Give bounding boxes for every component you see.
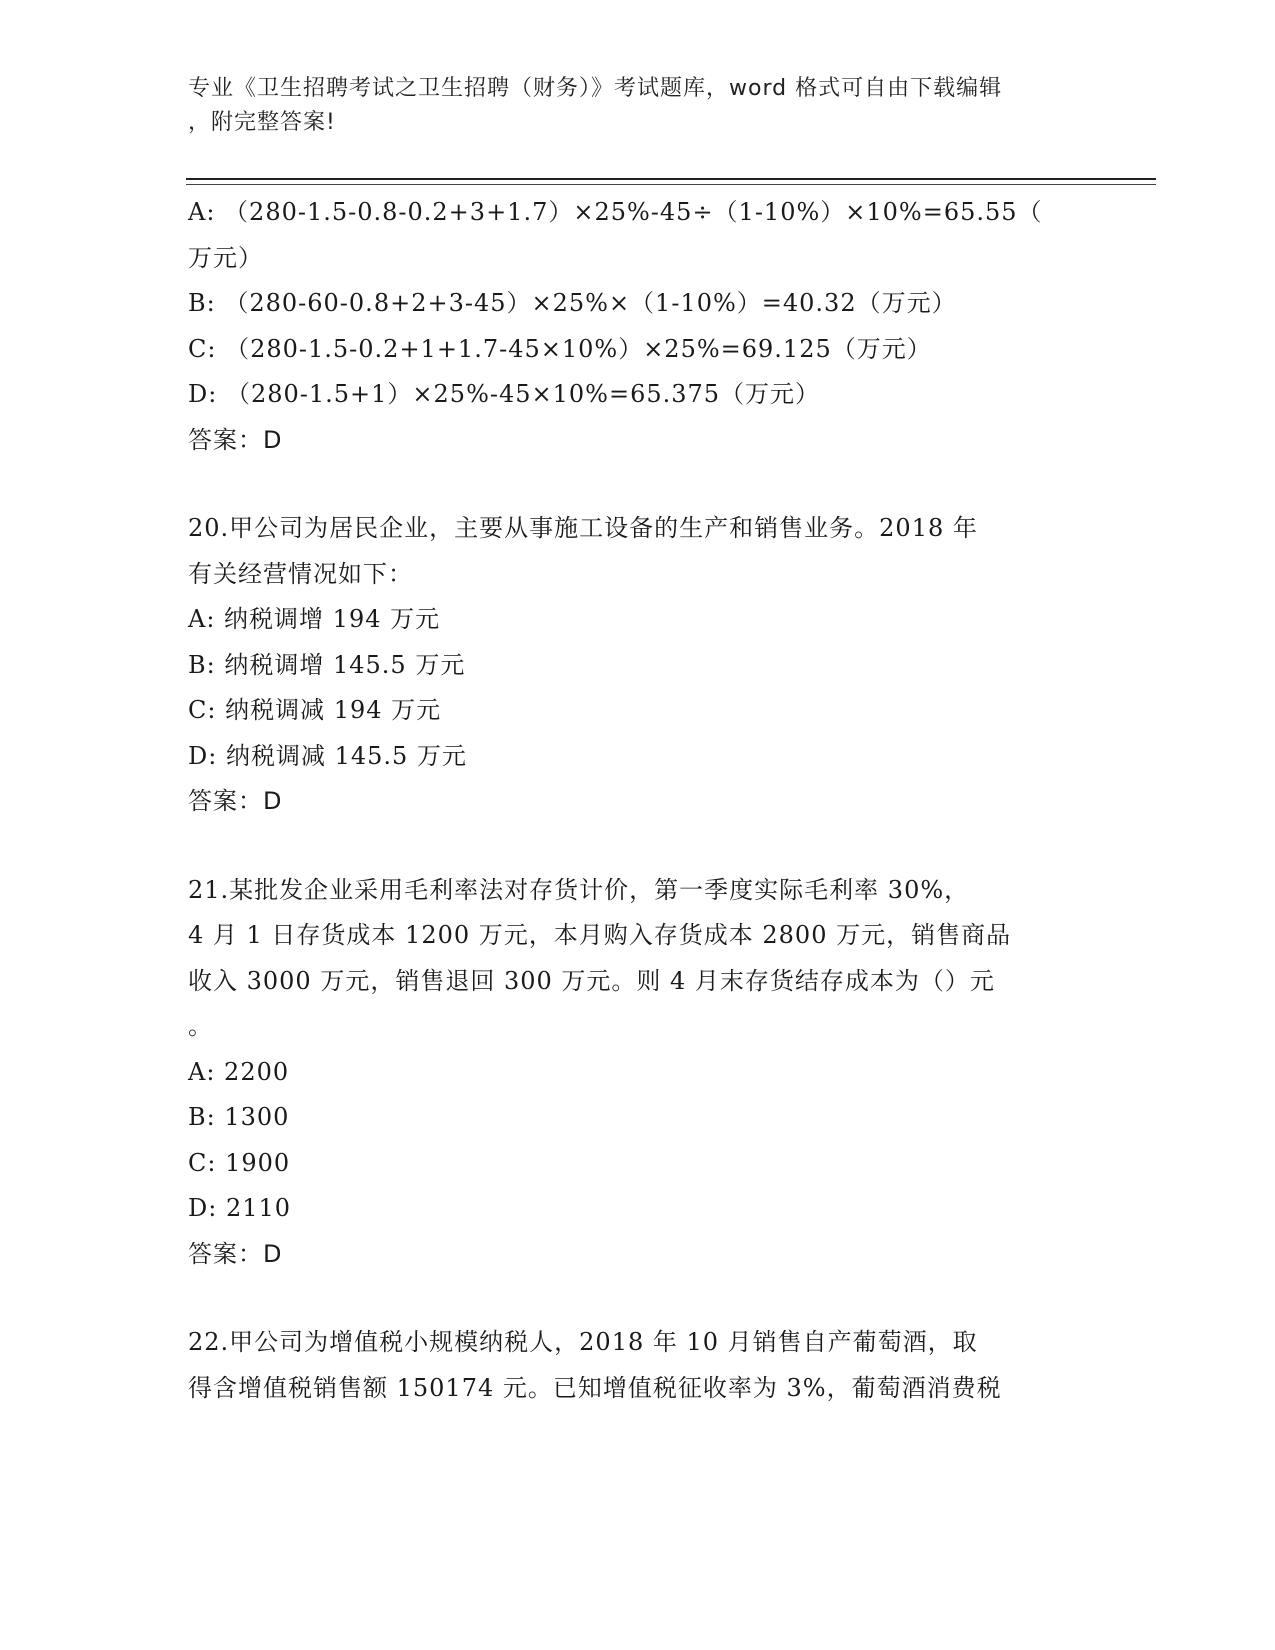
- header-line-2: ，附完整答案!: [188, 110, 336, 135]
- question-20-block: [188, 506, 1088, 825]
- spacer: [188, 463, 1088, 506]
- question-stem-line-2: 有关经营情况如下：: [188, 559, 413, 588]
- option-d: D: 纳税调减 145.5 万元: [188, 741, 467, 770]
- option-d: D: （280-1.5+1）×25%-45×10%=65.375（万元）: [188, 380, 821, 408]
- header-line-1: 专业《卫生招聘考试之卫生招聘（财务）》考试题库，word 格式可自由下载编辑: [188, 76, 1003, 101]
- question-stem-line-1: 20.甲公司为居民企业，主要从事施工设备的生产和销售业务。2018 年: [188, 514, 978, 542]
- option-a-line-1: A: （280-1.5-0.8-0.2+3+1.7）×25%-45÷（1-10%）×10%=65.55（: [188, 198, 1043, 226]
- answer: 答案：D: [188, 787, 283, 815]
- option-d: D: 2110: [188, 1194, 292, 1222]
- header-divider-thin: [186, 184, 1156, 185]
- question-22-block: [188, 1320, 1088, 1411]
- option-a: A: 纳税调增 194 万元: [188, 605, 441, 633]
- document-header: [188, 72, 1068, 140]
- question-stem-line-2: 得含增值税销售额 150174 元。已知增值税征收率为 3%，葡萄酒消费税: [188, 1373, 1002, 1402]
- option-a: A: 2200: [188, 1057, 290, 1086]
- document-body: [188, 190, 1088, 1411]
- question-stem-line-2: 4 月 1 日存货成本 1200 万元，本月购入存货成本 2800 万元，销售商品: [188, 921, 1012, 949]
- option-b: B: 纳税调增 145.5 万元: [188, 650, 466, 679]
- question-21-block: [188, 868, 1088, 1278]
- option-b: B: 1300: [188, 1103, 290, 1131]
- spacer: [188, 825, 1088, 868]
- option-c: C: （280-1.5-0.2+1+1.7-45×10%）×25%=69.125（万元）: [188, 334, 932, 363]
- question-stem-line-1: 21.某批发企业采用毛利率法对存货计价，第一季度实际毛利率 30%，: [188, 875, 970, 904]
- answer: 答案：D: [188, 425, 283, 454]
- answer: 答案：D: [188, 1239, 283, 1268]
- spacer: [188, 1277, 1088, 1320]
- question-stem-line-1: 22.甲公司为增值税小规模纳税人，2018 年 10 月销售自产葡萄酒，取: [188, 1328, 978, 1356]
- question-19-block: [188, 190, 1088, 463]
- header-divider-thick: [186, 178, 1156, 180]
- option-c: C: 纳税调减 194 万元: [188, 696, 442, 724]
- question-stem-line-3: 收入 3000 万元，销售退回 300 万元。则 4 月末存货结存成本为（）元: [188, 966, 995, 995]
- option-a-line-2: 万元）: [188, 243, 263, 272]
- option-b: B: （280-60-0.8+2+3-45）×25%×（1-10%）=40.32（万元）: [188, 289, 957, 317]
- question-stem-line-4: 。: [188, 1012, 213, 1040]
- option-c: C: 1900: [188, 1148, 291, 1177]
